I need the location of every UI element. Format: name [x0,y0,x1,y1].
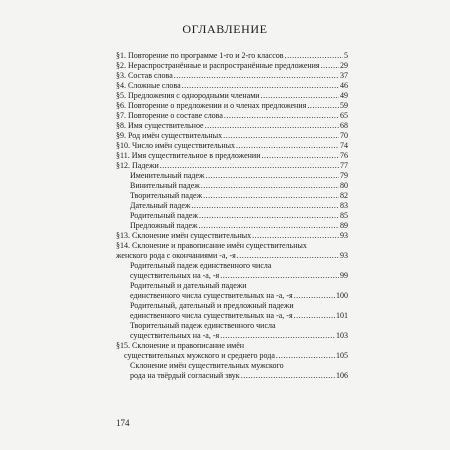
toc-entry-title-line1: Творительный падеж единственного числа [130,321,276,330]
table-of-contents [116,51,348,381]
toc-entry-title: §7. Повторение о составе слова [116,111,223,120]
toc-entry-title: рода на твёрдый согласный звук [130,371,240,380]
toc-entry-page: 106 [336,371,348,380]
toc-entry [116,81,348,91]
toc-entry-title: §1. Повторение по программе 1-го и 2-го классов [116,51,284,60]
toc-entry [116,91,348,101]
toc-entry-title-line1: Родительный, дательный и предложный падежи [130,301,294,310]
toc-entry [116,71,348,81]
toc-subentry [116,181,348,191]
toc-entry [116,101,348,111]
toc-entry-page: 68 [340,121,348,130]
toc-entry-title: §5. Предложения с однородными членами [116,91,260,100]
toc-subentry [116,361,348,381]
toc-entry-title: §6. Повторение о предложении и о членах предложения [116,101,307,110]
toc-entry-page: 82 [340,191,348,200]
toc-entry-page: 83 [340,201,348,210]
toc-entry-title: единственного числа существительных на -а, -я [130,291,293,300]
toc-entry-title: существительных на -а, -я [130,331,220,340]
toc-entry [116,141,348,151]
toc-entry-title-line1: Родительный падеж единственного числа [130,261,272,270]
toc-subentry [116,321,348,341]
toc-entry-title: Винительный падеж [130,181,200,190]
toc-entry [116,131,348,141]
toc-entry-title: §10. Число имён существительных [116,141,236,150]
toc-entry [116,51,348,61]
toc-entry [116,111,348,121]
toc-entry-title: Родительный падеж [130,211,198,220]
toc-entry-page: 77 [340,161,348,170]
toc-entry-title-line1: §14. Склонение и правописание имён существительных [116,241,307,250]
toc-entry-title: §11. Имя существительное в предложении [116,151,261,160]
toc-entry [116,341,348,361]
toc-entry-page: 59 [340,101,348,110]
toc-entry [116,121,348,131]
toc-entry-title: §12. Падежи [116,161,159,170]
toc-entry [116,61,348,71]
toc-entry-title: существительных мужского и среднего рода [124,351,275,360]
toc-entry-title: §3. Состав слова [116,71,173,80]
toc-entry-page: 76 [340,151,348,160]
toc-entry [116,241,348,261]
toc-entry-page: 46 [340,81,348,90]
toc-entry-page: 103 [336,331,348,340]
toc-subentry [116,211,348,221]
toc-subentry [116,261,348,281]
toc-entry-page: 99 [340,271,348,280]
toc-entry-page: 101 [336,311,348,320]
toc-subentry [116,301,348,321]
toc-entry [116,231,348,241]
toc-entry-page: 100 [336,291,348,300]
toc-entry-page: 65 [340,111,348,120]
toc-entry-title: §2. Нераспространённые и распространённые предложения [116,61,320,70]
toc-entry-title: §13. Склонение имён существительных [116,231,252,240]
toc-entry-page: 89 [340,221,348,230]
toc-entry-title: Предложный падеж [130,221,198,230]
toc-entry-page: 79 [340,171,348,180]
toc-entry-title: §8. Имя существительное [116,121,204,130]
toc-entry [116,151,348,161]
toc-subentry [116,191,348,201]
toc-entry-title-line1: Родительный и дательный падежи [130,281,247,290]
toc-subentry [116,201,348,211]
toc-entry-page: 70 [340,131,348,140]
toc-entry-page: 37 [340,71,348,80]
page-title: ОГЛАВЛЕНИЕ [182,22,268,36]
toc-entry-page: 93 [340,251,348,260]
toc-subentry [116,221,348,231]
toc-entry-title: существительных на -а, -я [130,271,220,280]
toc-entry-page: 49 [340,91,348,100]
toc-entry-title: §9. Род имён существительных [116,131,223,140]
toc-entry-title: §4. Сложные слова [116,81,181,90]
toc-entry-page: 93 [340,231,348,240]
toc-entry-page: 29 [340,61,348,70]
toc-entry-page: 5 [344,51,348,60]
toc-entry-page: 74 [340,141,348,150]
toc-subentry [116,281,348,301]
toc-entry-page: 80 [340,181,348,190]
toc-entry-page: 85 [340,211,348,220]
toc-entry-title-line1: Склонение имён существительных мужского [130,361,284,370]
toc-entry-title-line1: §15. Склонение и правописание имён [116,341,245,350]
toc-subentry [116,171,348,181]
toc-entry-title: Именительный падеж [130,171,205,180]
toc-entry-title: Дательный падеж [130,201,191,210]
toc-entry-page: 105 [336,351,348,360]
toc-entry-title: женского рода с окончаниями -а, -я [116,251,236,260]
toc-entry-title: единственного числа существительных на -а, -я [130,311,293,320]
toc-entry [116,161,348,171]
page-number: 174 [116,418,130,428]
toc-entry-title: Творительный падеж [130,191,203,200]
